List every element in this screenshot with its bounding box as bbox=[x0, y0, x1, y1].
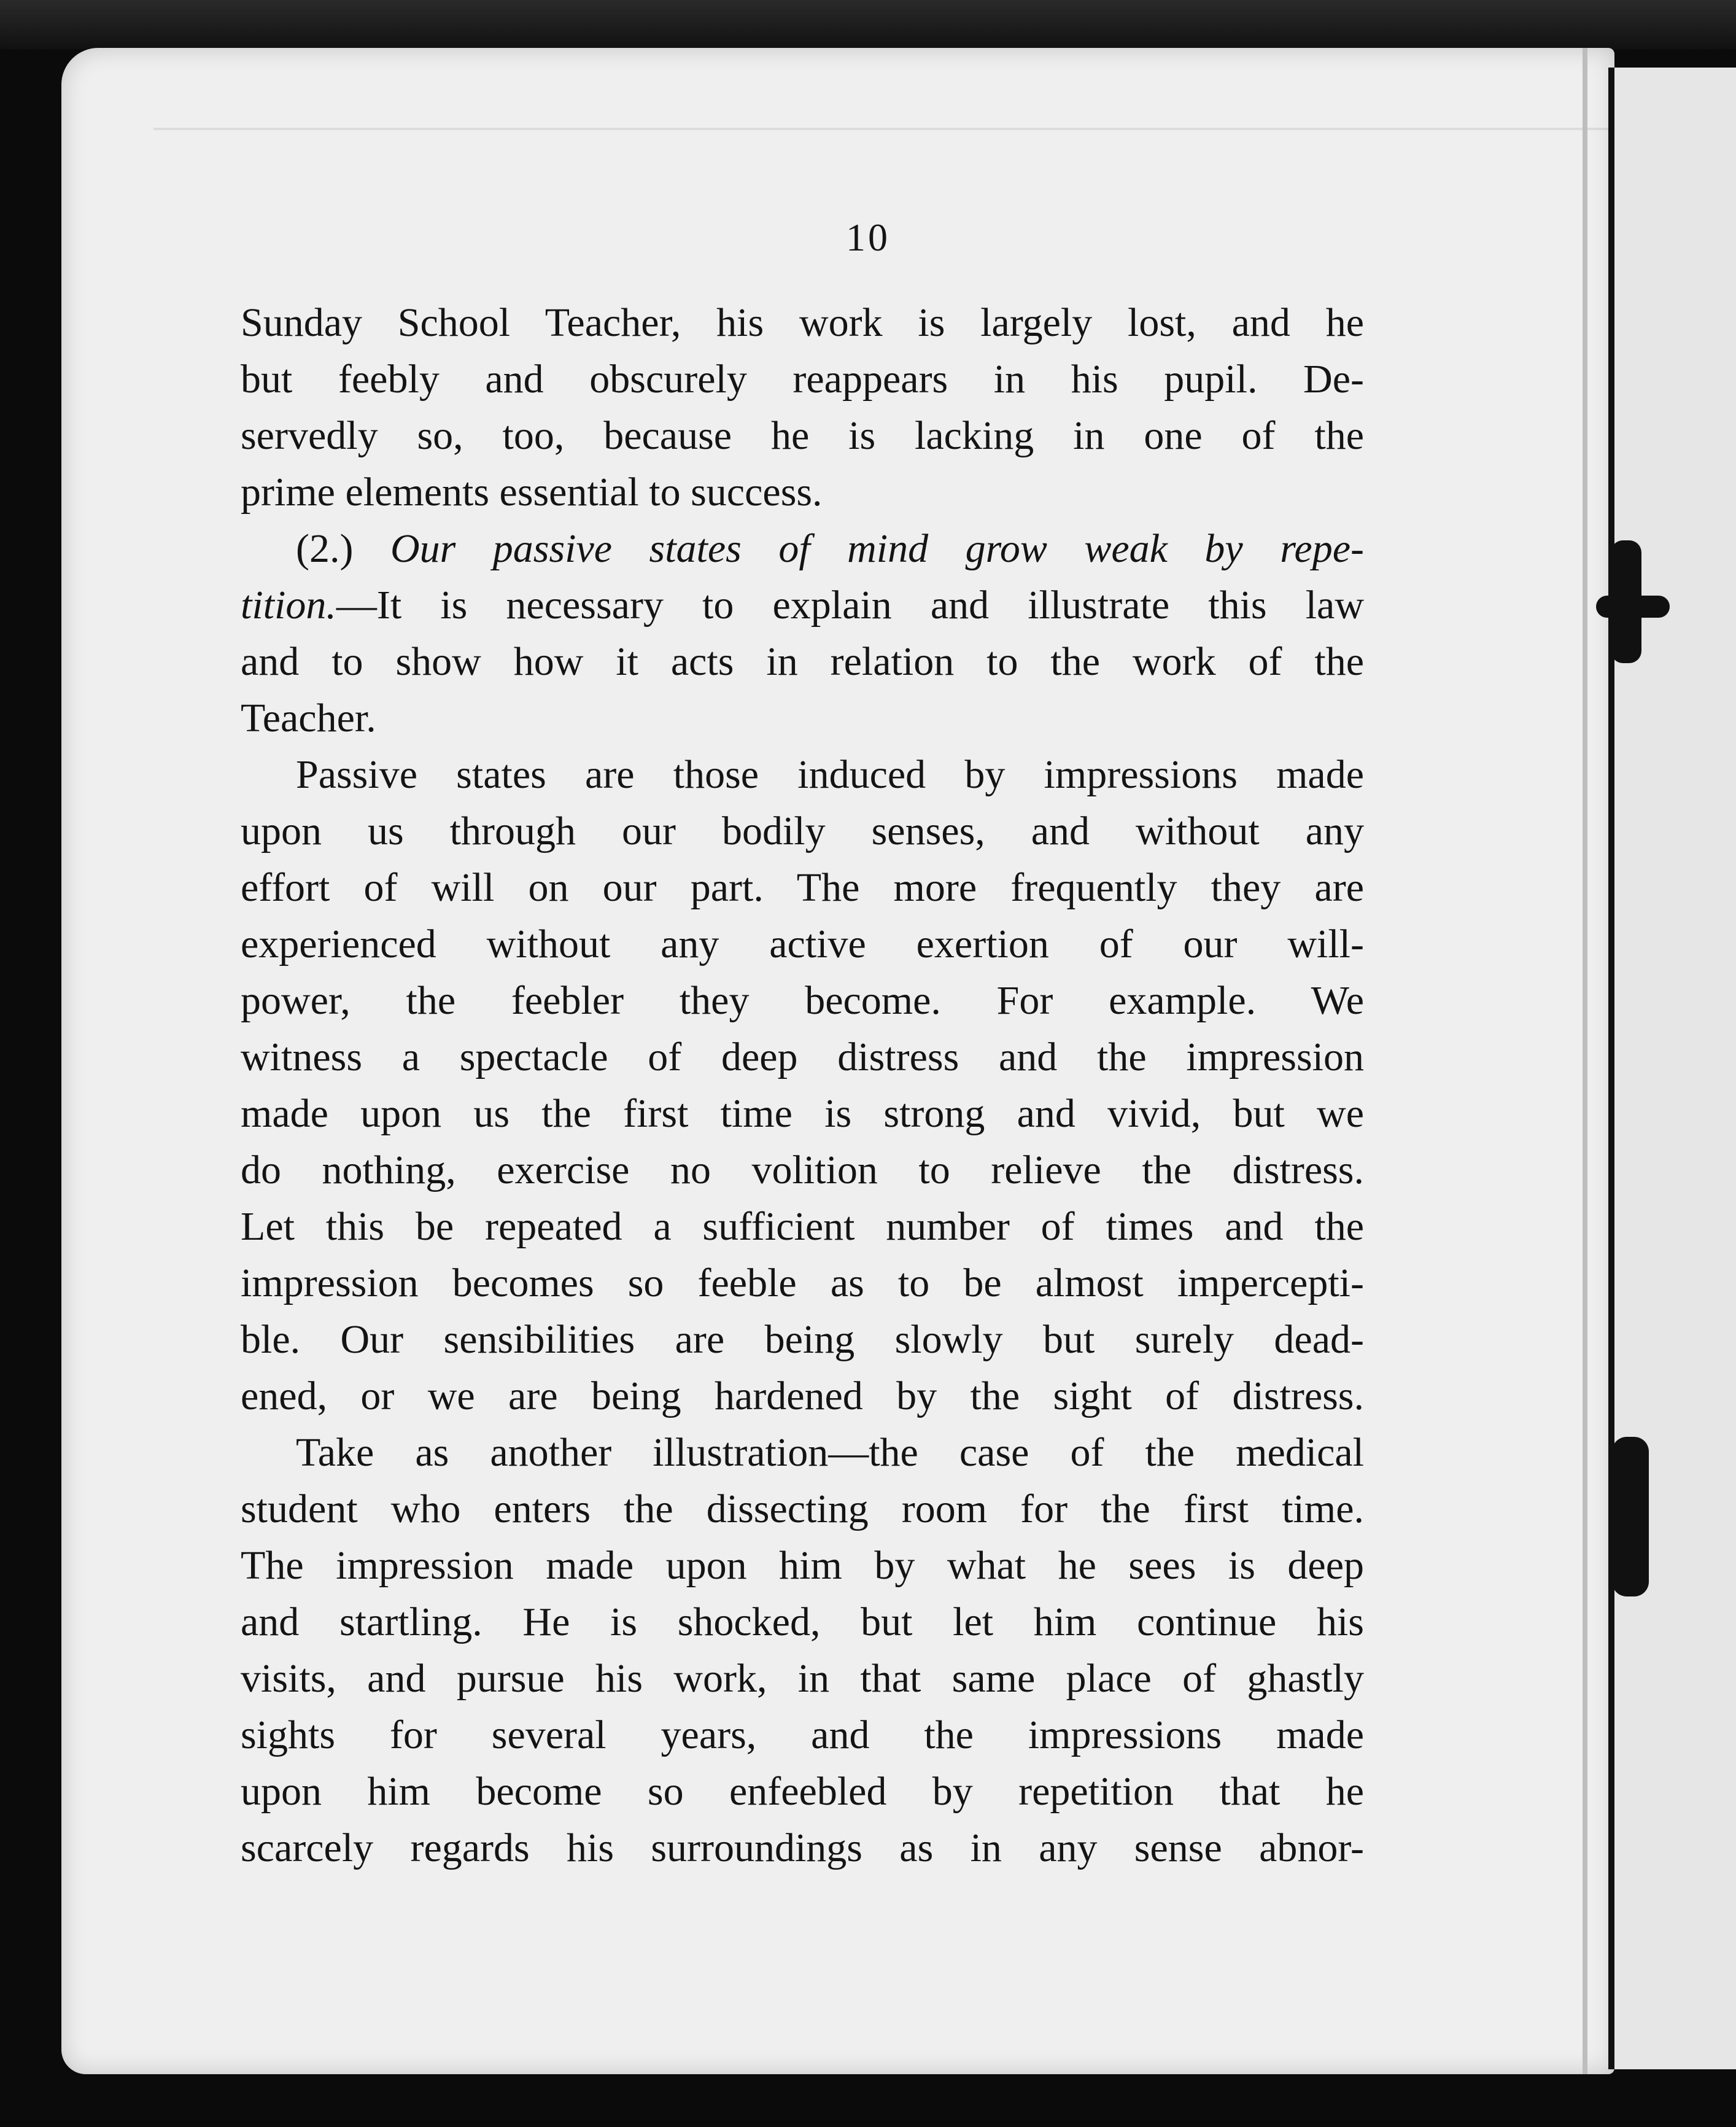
text-line: visits, and pursue his work, in that same place of ghastly bbox=[241, 1656, 1364, 1701]
binding-thread-mark-lower bbox=[1612, 1437, 1649, 1596]
text-line: Teacher. bbox=[241, 696, 376, 741]
binding-gutter bbox=[1583, 48, 1587, 2074]
text-line: effort of will on our part. The more frequently they are bbox=[241, 865, 1364, 910]
text-line: student who enters the dissecting room for the first time. bbox=[241, 1487, 1364, 1531]
text-line: witness a spectacle of deep distress and the impression bbox=[241, 1035, 1364, 1079]
page-top-rule bbox=[153, 128, 1639, 130]
text-line: ened, or we are being hardened by the sight of distress. bbox=[241, 1374, 1364, 1418]
page-number: 10 bbox=[846, 216, 890, 259]
text-line: sights for several years, and the impressions made bbox=[241, 1713, 1364, 1757]
section-heading-continued: tition. bbox=[241, 583, 336, 628]
text-line: made upon us the first time is strong and vivid, but we bbox=[241, 1091, 1364, 1136]
text-line: Let this be repeated a sufficient number of times and the bbox=[241, 1204, 1364, 1249]
scan-border-top bbox=[0, 0, 1736, 49]
text-line: upon us through our bodily senses, and without any bbox=[241, 809, 1364, 854]
paragraph-start-line: Take as another illustration—the case of the medical bbox=[296, 1430, 1364, 1475]
text-line: power, the feebler they become. For example. We bbox=[241, 978, 1364, 1023]
text-line: impression becomes so feeble as to be almost impercepti- bbox=[241, 1261, 1364, 1305]
text-line: do nothing, exercise no volition to relieve the distress. bbox=[241, 1148, 1364, 1192]
text-line: experienced without any active exertion of our will- bbox=[241, 922, 1364, 966]
text-line: ble. Our sensibilities are being slowly but surely dead- bbox=[241, 1317, 1364, 1362]
section-heading-line bbox=[241, 521, 1364, 577]
facing-page-edge bbox=[1608, 68, 1736, 2069]
text-line: and to show how it acts in relation to the work of the bbox=[241, 639, 1364, 684]
section-text: —It is necessary to explain and illustrate this law bbox=[336, 583, 1364, 628]
section-heading: Our passive states of mind grow weak by repe- bbox=[390, 526, 1364, 571]
text-line: but feebly and obscurely reappears in his pupil. De- bbox=[241, 357, 1364, 402]
text-line: The impression made upon him by what he sees is deep bbox=[241, 1543, 1364, 1588]
text-line: servedly so, too, because he is lacking in one of the bbox=[241, 413, 1364, 458]
section-number: (2.) bbox=[296, 526, 390, 571]
binding-thread-knot bbox=[1596, 596, 1670, 618]
text-line: Sunday School Teacher, his work is largely lost, and he bbox=[241, 300, 1364, 345]
body-text bbox=[241, 295, 1364, 1876]
text-line: and startling. He is shocked, but let him continue his bbox=[241, 1600, 1364, 1644]
text-line: prime elements essential to success. bbox=[241, 470, 823, 515]
text-line: upon him become so enfeebled by repetition that he bbox=[241, 1769, 1364, 1814]
paragraph-start-line: Passive states are those induced by impressions made bbox=[296, 752, 1364, 797]
text-line bbox=[241, 577, 1364, 634]
text-line: scarcely regards his surroundings as in any sense abnor- bbox=[241, 1826, 1364, 1870]
